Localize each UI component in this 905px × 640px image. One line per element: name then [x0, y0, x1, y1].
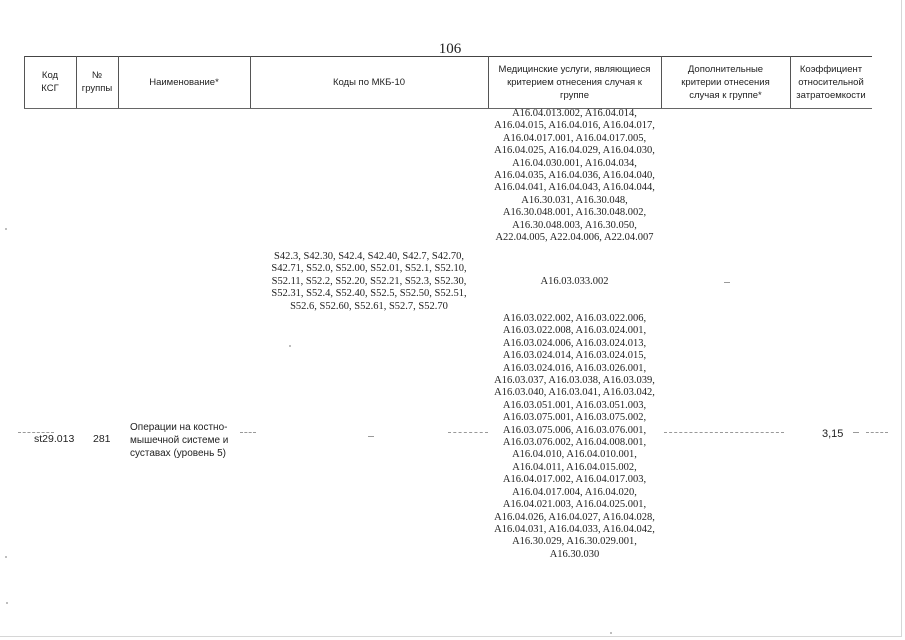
service-code-line: A16.03.024.016, A16.03.026.001, [502, 362, 647, 374]
service-code-line: A16.03.075.001, A16.03.075.002, [502, 412, 647, 424]
header-name: Наименование* [149, 76, 219, 88]
mkb-code-line: S42.3, S42.30, S42.4, S42.40, S42.7, S42.70, [274, 251, 464, 262]
service-code-line: A16.03.076.002, A16.04.008.001, [502, 437, 647, 449]
service-code-line: A16.03.024.014, A16.03.024.015, [502, 350, 647, 362]
service-code-line: A16.04.017.002, A16.04.017.003, [502, 474, 647, 486]
mkb-code-line: S52.11, S52.2, S52.20, S52.21, S52.3, S52.30, [271, 275, 467, 287]
page-number: 106 [438, 41, 462, 57]
scan-dash [664, 432, 784, 433]
scan-dash [368, 436, 374, 437]
header-bottom-rule [24, 108, 872, 109]
header-coefficient: Коэффициент относительной затратоемкости [796, 63, 866, 101]
mkb-code-line: S52.6, S52.60, S52.61, S52.7, S52.70 [290, 300, 448, 312]
service-code-line: A16.03.024.006, A16.03.024.013, [502, 337, 647, 349]
mkb-codes-list [250, 251, 488, 313]
service-code-line: A16.30.030 [549, 548, 600, 560]
row-coefficient: 3,15 [822, 428, 844, 440]
row-name [130, 421, 228, 460]
scan-dash [853, 432, 859, 433]
service-code-line: A16.04.031, A16.04.033, A16.04.042, [494, 523, 655, 535]
service-code-line: A16.04.013.002, A16.04.014, [512, 108, 637, 119]
service-code-line: A16.04.025, A16.04.029, A16.04.030, [494, 145, 655, 157]
row-group-no: 281 [93, 433, 111, 445]
service-code-line: A16.04.041, A16.04.043, A16.04.044, [494, 182, 655, 194]
scan-dash [724, 282, 730, 283]
service-code-line: A16.03.022.008, A16.03.024.001, [502, 325, 647, 337]
service-code-line: A16.03.040, A16.03.041, A16.03.042, [494, 387, 655, 399]
service-code-line: A16.04.030.001, A16.04.034, [512, 157, 637, 169]
scan-speck [610, 632, 612, 634]
header-extra-criteria: Дополнительные критерии отнесения случая к группе* [681, 63, 770, 101]
service-code-line: A16.30.048.003, A16.30.050, [512, 219, 637, 231]
service-code-line: A16.04.021.003, A16.04.025.001, [502, 499, 647, 511]
service-code-line: A16.03.051.001, A16.03.051.003, [502, 399, 647, 411]
service-code-line: A16.03.075.006, A16.03.076.001, [502, 424, 647, 436]
scan-speck [289, 345, 291, 347]
header-group-no: № группы [81, 70, 113, 94]
service-code-line: A16.03.037, A16.03.038, A16.03.039, [494, 375, 655, 387]
services-list-2 [488, 313, 661, 561]
scan-speck [5, 556, 7, 558]
scan-dash [240, 432, 256, 433]
service-code-line: A16.04.011, A16.04.015.002, [512, 461, 637, 473]
service-code-line: A22.04.005, A22.04.006, A22.04.007 [495, 232, 654, 244]
service-code-line: A16.30.048.001, A16.30.048.002, [502, 207, 647, 219]
service-code-line: A16.03.022.002, A16.03.022.006, [502, 313, 647, 324]
scan-speck [6, 602, 8, 604]
header-mkb-codes: Коды по МКБ-10 [332, 76, 406, 88]
mkb-code-line: S42.71, S52.0, S52.00, S52.01, S52.1, S52.10, [271, 263, 467, 275]
mkb-code-line: S52.31, S52.4, S52.40, S52.5, S52.50, S52.51, [271, 288, 467, 300]
scan-speck [5, 228, 7, 230]
service-code-line: A16.04.010, A16.04.010.001, [512, 449, 637, 461]
row-name-line: мышечной системе и [130, 435, 229, 446]
service-code-line: A16.04.015, A16.04.016, A16.04.017, [494, 120, 655, 132]
header-ksg-code: Код КСГ [41, 70, 59, 94]
service-code-line: A16.04.035, A16.04.036, A16.04.040, [494, 170, 655, 182]
scan-dash [866, 432, 888, 433]
service-single: A16.03.033.002 [540, 276, 609, 287]
service-code-line: A16.30.031, A16.30.048, [521, 194, 628, 206]
row-name-line: Операции на костно- [130, 422, 228, 433]
service-code-line: A16.04.026, A16.04.027, A16.04.028, [494, 511, 655, 523]
service-code-line: A16.30.029, A16.30.029.001, [512, 536, 637, 548]
row-name-line: суставах (уровень 5) [130, 448, 226, 459]
scan-dash [448, 432, 488, 433]
service-code-line: A16.04.017.001, A16.04.017.005, [502, 132, 647, 144]
row-ksg-code: st29.013 [34, 433, 75, 445]
services-list-1 [488, 108, 661, 244]
service-code-line: A16.04.017.004, A16.04.020, [512, 486, 637, 498]
header-services: Медицинские услуги, являющиеся критерием отнесения случая к группе [498, 63, 651, 101]
